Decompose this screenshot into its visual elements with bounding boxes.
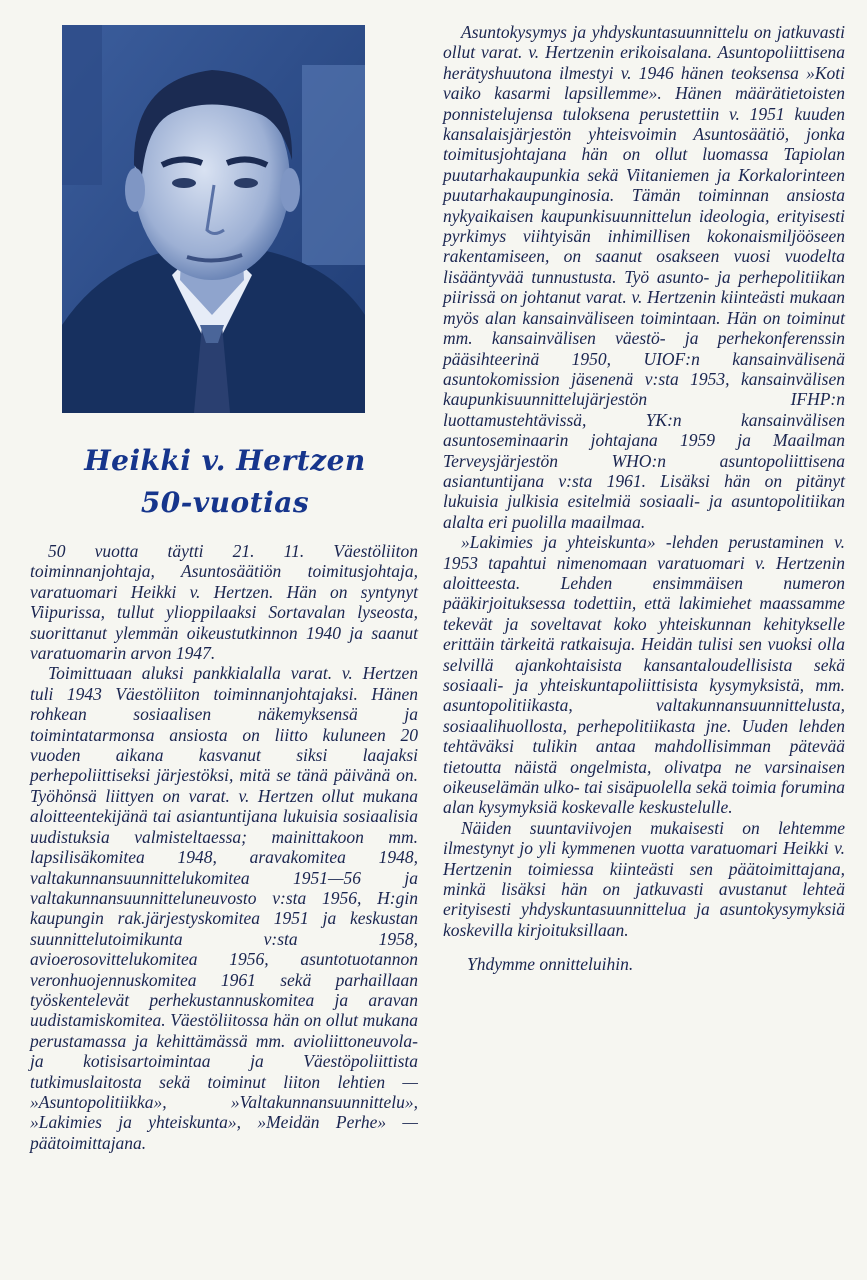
right-paragraph-2: »Lakimies ja yhteiskunta» -lehden perustaminen v. 1953 tapahtui nimenomaan varatuomari v. Hertzenin aloitteesta. Lehden ensimmäisen numeron pääkirjoituksessa todettiin, että lakimiehet maassamme tekevät ja soveltavat koko yhteiskunnan kehitykselle erittäin tärkeitä ratkaisuja. Heidän tulisi sen vuoksi olla selvillä ajankohtaisista kansantaloudellisista sekä sosiaali- ja yhteiskuntapoliittisista kysymyksistä, mm. asuntopolitiikasta, valtakunnansuunnittelusta, sosiaalihuollosta, perhepolitiikasta jne. Uuden lehden tehtäväksi tulikin antaa mahdollisimman pätevää tietoutta näistä ongelmista, olivatpa ne varsinaisen oikeuselämän ulko- tai sisäpuolella sekä toimia forumina alan kysymyksiä koskevalle keskustelulle. <box>443 532 845 818</box>
left-column <box>30 541 418 1153</box>
left-paragraph-2: Toimittuaan aluksi pankkialalla varat. v. Hertzen tuli 1943 Väestöliiton toiminnanjohtajaksi. Hänen rohkean sosiaalisen näkemyksensä ja toimintatarmonsa ansiosta on liitto kuluneen 20 vuoden aikana kasvanut siksi laajaksi perhepoliittiseksi järjestöksi, mitä se tänä päivänä on. Työhönsä liittyen on varat. v. Hertzen ollut mukana aloitteentekijänä tai asiantuntijana lukuisia sosiaalisia uudistuksia valmisteltaessa; mainittakoon mm. lapsilisäkomitea 1948, aravakomitea 1948, valtakunnansuunnittelukomitea 1951—56 ja valtakunnansuunnitteluneuvosto v:sta 1956, H:gin kaupungin rak.järjestyskomitea 1951 ja keskustan suunnittelutoimikunta v:sta 1958, avioerosovittelukomitea 1956, asuntotuotannon veronhuojennuskomitea 1961 sekä parhaillaan työskentelevät perhekustannuskomitea ja aravan uudistamiskomitea. Väestöliitossa hän on ollut mukana perustamassa ja kehittämässä mm. avioliittoneuvola- ja kotisisartoimintaa ja Väestöpoliittista tutkimuslaitosta sekä toiminut liiton lehtien — »Asuntopolitiikka», »Valtakunnansuunnittelu», »Lakimies ja yhteiskunta», »Meidän Perhe» — päätoimittajana. <box>30 663 418 1153</box>
portrait-photo <box>62 25 365 413</box>
closing-line: Yhdymme onnitteluihin. <box>467 954 634 975</box>
article-headline <box>30 440 420 524</box>
portrait-image <box>62 25 365 413</box>
right-column <box>443 22 845 975</box>
right-paragraph-1: Asuntokysymys ja yhdyskuntasuunnittelu on jatkuvasti ollut varat. v. Hertzenin erikoisalana. Asuntopoliittisena herätyshuutona ilmestyi v. 1946 hänen teoksensa »Koti vaiko kasarmi lapsillemme». Hänen määrätietoisten ponnistelujensa tuloksena perustettiin v. 1951 kuuden kansalaisjärjestön yhteisvoimin Asuntosäätiö, jonka toimitusjohtajana hän on ollut luomassa Tapiolan puutarhakaupunkia sekä Viitaniemen ja Korkalorinteen puutarhakaupunginosia. Tämän toiminnan ansiosta nykyaikaisen kaupunkisuunnittelun ideologia, erityisesti pyrkimys viihtyisän inhimillisen kokonaismiljööseen rakentamiseen, on saanut osakseen vuosi vuodelta lisääntyvää tunnustusta. Työ asunto- ja perhepolitiikan piirissä on johtanut varat. v. Hertzenin kiinteästi mukaan myös alan kansainväliseen toimintaan. Hän on toiminut mm. kansainvälisen väestö- ja perhekonferenssin pääsihteerinä 1950, UIOF:n kansainvälisenä asuntokomission jäsenenä v:sta 1953, kansainvälisen kaupunkisuunnittelujärjestön IFHP:n luottamustehtävissä, YK:n kansainvälisen asuntoseminaarin johtajana 1959 ja Maailman Terveysjärjestön WHO:n asuntopoliittisena asiantuntijana v:sta 1961. Lisäksi hän on pitänyt lukuisia julkisia esitelmiä sosiaali- ja asuntopolitiikan alalta eri puolilla maailmaa. <box>443 22 845 532</box>
right-paragraph-3: Näiden suuntaviivojen mukaisesti on lehtemme ilmestynyt jo yli kymmenen vuotta varatuomari Heikki v. Hertzenin toimiessa kiinteästi sen päätoimittajana, minkä lisäksi hän on jatkuvasti avustanut lehteä erityisesti yhdyskuntasuunnittelua ja asuntokysymyksiä koskevilla kirjoituksillaan. <box>443 817 845 940</box>
headline-subtitle: 50-vuotias <box>140 486 310 519</box>
headline-name: Heikki v. Hertzen <box>84 444 366 477</box>
left-paragraph-1: 50 vuotta täytti 21. 11. Väestöliiton toiminnanjohtaja, Asuntosäätiön toimitusjohtaja, varatuomari Heikki v. Hertzen. Hän on syntynyt Viipurissa, tullut ylioppilaaksi Sortavalan lyseosta, suorittanut ylemmän oikeustutkinnon 1940 ja saanut varatuomarin arvon 1947. <box>30 541 418 664</box>
